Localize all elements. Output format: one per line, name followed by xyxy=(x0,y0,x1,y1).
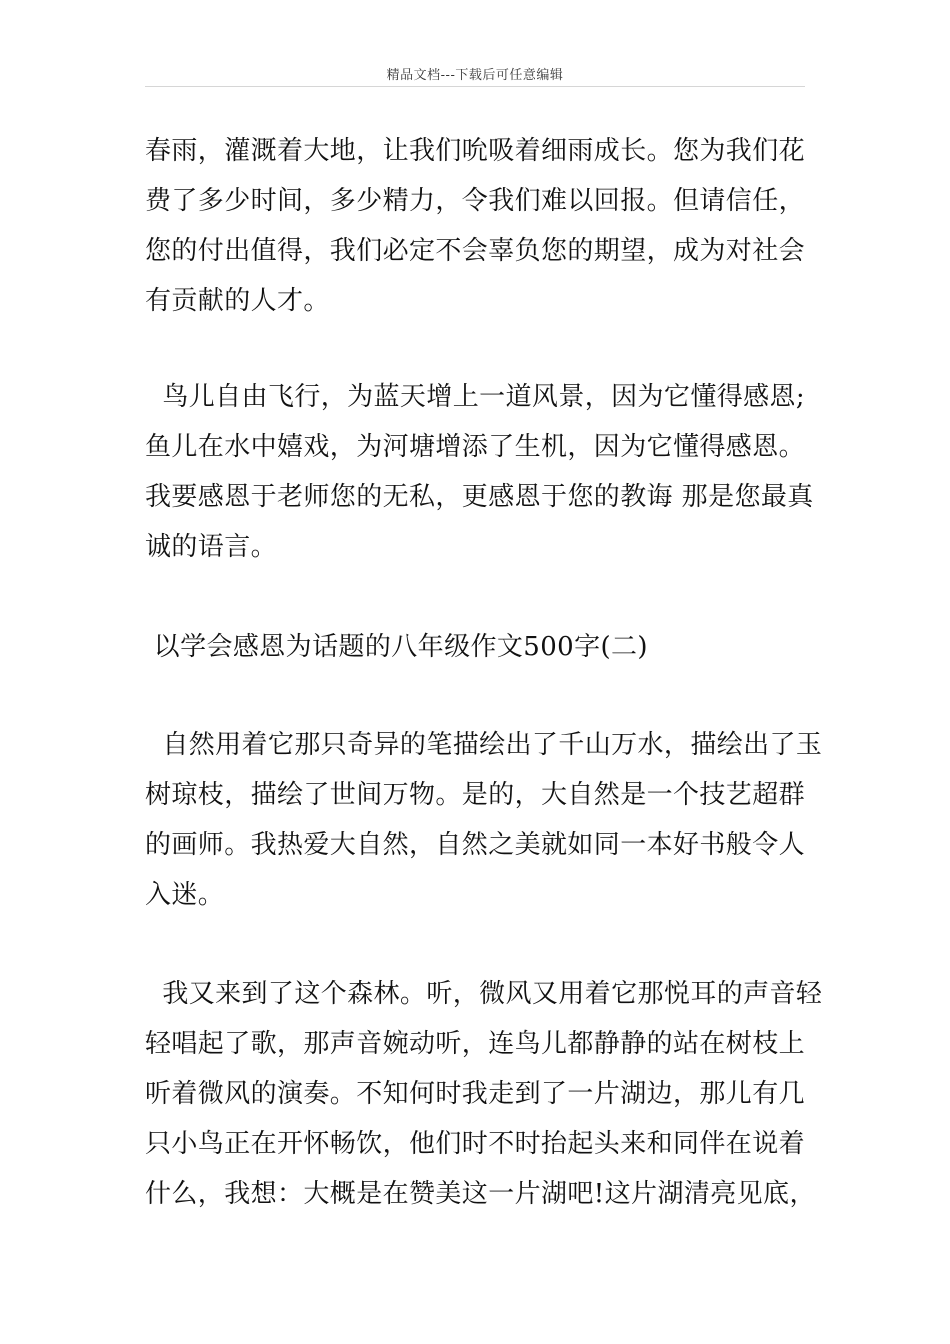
text-line: 什么，我想：大概是在赞美这一片湖吧!这片湖清亮见底， xyxy=(145,1179,816,1209)
heading-line: 以学会感恩为话题的八年级作文500字(二) xyxy=(145,632,648,662)
header-divider xyxy=(145,86,805,87)
text-line: 自然用着它那只奇异的笔描绘出了千山万水，描绘出了玉 xyxy=(145,730,823,760)
paragraph-4 xyxy=(145,969,823,1219)
text-line: 有贡献的人才。 xyxy=(145,286,330,316)
text-line: 的画师。我热爱大自然，自然之美就如同一本好书般令人 xyxy=(145,830,806,860)
text-line: 鸟儿自由飞行，为蓝天增上一道风景，因为它懂得感恩; xyxy=(145,382,806,412)
text-line: 轻唱起了歌，那声音婉动听，连鸟儿都静静的站在树枝上 xyxy=(145,1029,806,1059)
text-line: 听着微风的演奏。不知何时我走到了一片湖边，那儿有几 xyxy=(145,1079,806,1109)
paragraph-1 xyxy=(145,126,813,326)
text-line: 您的付出值得，我们必定不会辜负您的期望，成为对社会 xyxy=(145,236,806,266)
section-heading xyxy=(145,622,813,672)
paragraph-2 xyxy=(145,372,813,572)
page-header: 精品文档---下载后可任意编辑 xyxy=(386,68,564,83)
text-line: 鱼儿在水中嬉戏，为河塘增添了生机，因为它懂得感恩。 xyxy=(145,432,806,462)
text-line: 我又来到了这个森林。听，微风又用着它那悦耳的声音轻 xyxy=(145,979,823,1009)
paragraph-3 xyxy=(145,720,823,920)
text-line: 入迷。 xyxy=(145,880,225,910)
text-line: 诚的语言。 xyxy=(145,532,278,562)
text-line: 费了多少时间，多少精力，令我们难以回报。但请信任， xyxy=(145,186,806,216)
text-line: 树琼枝，描绘了世间万物。是的，大自然是一个技艺超群 xyxy=(145,780,806,810)
text-line: 春雨，灌溉着大地，让我们吮吸着细雨成长。您为我们花 xyxy=(145,136,806,166)
text-line: 我要感恩于老师您的无私，更感恩于您的教诲 那是您最真 xyxy=(145,482,814,512)
text-line: 只小鸟正在开怀畅饮，他们时不时抬起头来和同伴在说着 xyxy=(145,1129,806,1159)
